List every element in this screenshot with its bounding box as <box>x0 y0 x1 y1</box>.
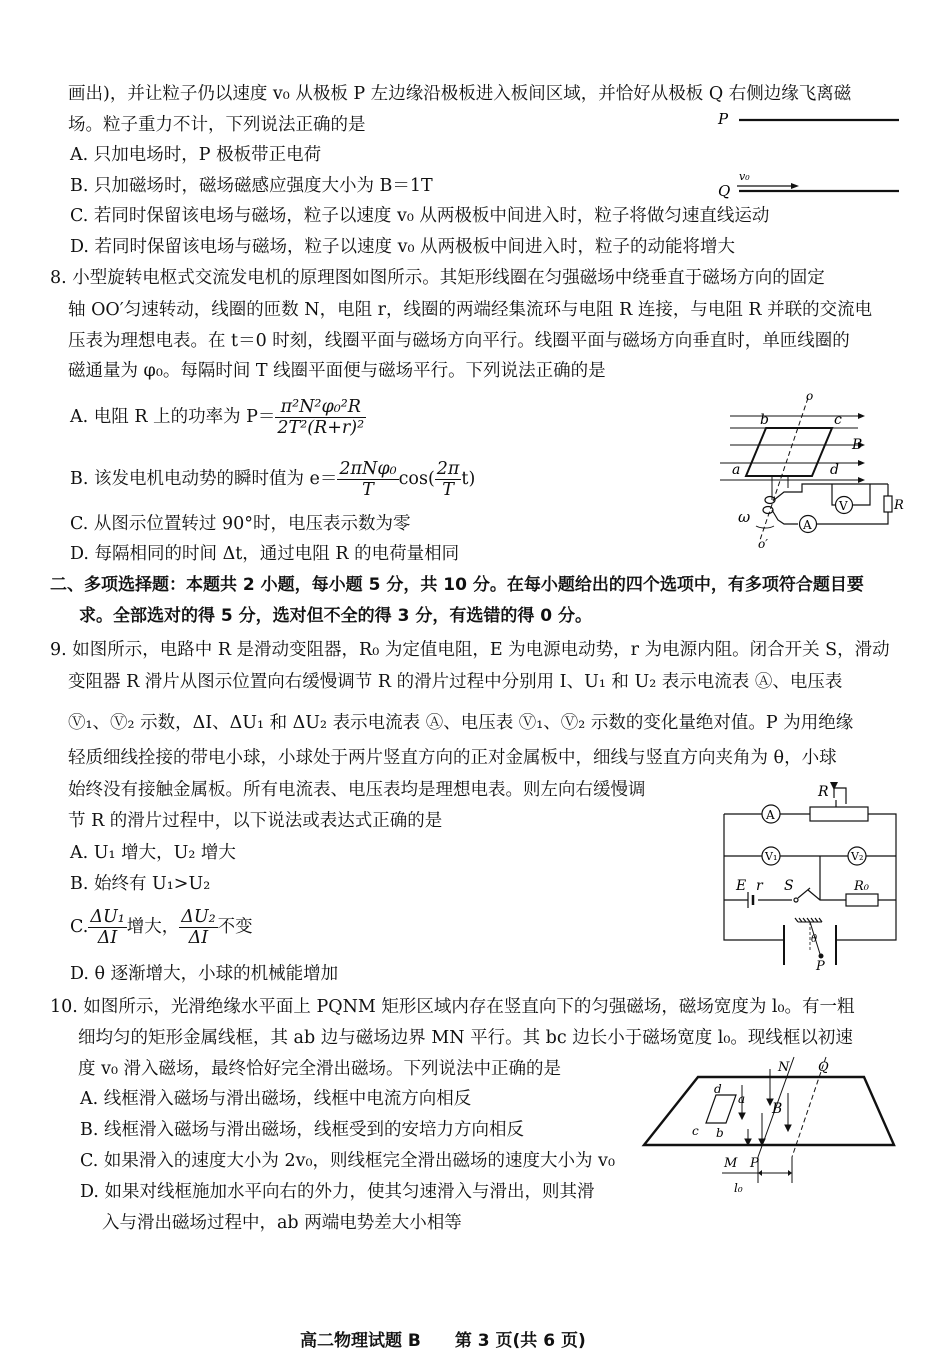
q9-label-r-internal: r <box>756 878 763 894</box>
q10-label-b-field: B <box>772 1101 783 1117</box>
q9-label-a: A <box>766 808 775 822</box>
q9-c-den2: ΔI <box>188 928 209 948</box>
q10-plane <box>644 1077 894 1145</box>
q10-label-p: P <box>750 1156 759 1171</box>
q8-label-r: R <box>894 498 904 513</box>
q7-option-b: B. 只加磁场时，磁场磁感应强度大小为 B＝1T <box>70 176 433 196</box>
q7-label-v0: v₀ <box>739 170 750 183</box>
q8-label-a: a <box>732 462 741 478</box>
q9-option-d: D. θ 逐渐增大，小球的机械能增加 <box>70 964 339 984</box>
q9-label-s: S <box>784 878 794 894</box>
q9-line1: 9. 如图所示，电路中 R 是滑动变阻器，R₀ 为定值电阻，E 为电源电动势，r 为电源内阻。闭合开关 S，滑动 <box>50 640 890 660</box>
q9-circuit-figure <box>718 780 903 970</box>
q7-line2: 场。粒子重力不计，下列说法正确的是 <box>68 115 366 135</box>
q7-label-p: P <box>718 110 729 128</box>
q7-capacitor-figure <box>715 108 905 200</box>
section2-line2: 求。全部选对的得 5 分，选对但不全的得 3 分，有选错的得 0 分。 <box>79 606 592 626</box>
q9-c-fraction2 <box>179 907 217 948</box>
q8-option-b <box>70 456 475 502</box>
q8-option-a <box>70 394 366 440</box>
q8-line3: 压表为理想电表。在 t＝0 时刻，线圈平面与磁场方向平行。线圈平面与磁场方向垂直时，单匝线圈的 <box>68 331 850 351</box>
q9-ball <box>819 954 824 959</box>
q10-label-l0: l₀ <box>734 1181 743 1195</box>
q10-label-q: Q <box>818 1060 829 1075</box>
q10-frame <box>706 1095 736 1123</box>
q8-line4: 磁通量为 φ₀。每隔时间 T 线圈平面便与磁场平行。下列说法正确的是 <box>68 361 606 381</box>
q8-label-a-meter: A <box>803 518 812 532</box>
q10-line1: 10. 如图所示，光滑绝缘水平面上 PQNM 矩形区域内存在竖直向下的匀强磁场，磁场宽度为 l₀。有一粗 <box>50 997 855 1017</box>
q9-line5: 始终没有接触金属板。所有电流表、电压表均是理想电表。则左向右缓慢调 <box>68 780 646 800</box>
q9-c-mid: 增大， <box>126 917 180 937</box>
q10-label-n: N <box>778 1060 790 1075</box>
q8-a-fraction <box>275 397 366 438</box>
q8-label-d: d <box>830 462 839 478</box>
q7-line1: 画出)，并让粒子仍以速度 v₀ 从极板 P 左边缘沿极板进入板间区域，并恰好从极板 Q 右侧边缘飞离磁 <box>68 84 852 104</box>
q8-label-b: b <box>760 412 769 428</box>
q10-line2: 细均匀的矩形金属线框，其 ab 边与磁场边界 MN 平行。其 bc 边长小于磁场宽度 l₀。现线框以初速 <box>78 1028 853 1048</box>
q8-resistor <box>884 496 892 512</box>
q8-label-b-field: B <box>852 437 863 453</box>
q7-option-d: D. 若同时保留该电场与磁场，粒子以速度 v₀ 从两极板中间进入时，粒子的动能将增大 <box>70 237 736 257</box>
q8-option-c: C. 从图示位置转过 90°时，电压表示数为零 <box>70 514 411 534</box>
page-footer: 高二物理试题 B 第 3 页(共 6 页) <box>300 1331 586 1351</box>
q8-b-den: T <box>362 480 374 500</box>
q8-label-omega: ω <box>738 508 751 526</box>
q8-label-o-prime: o′ <box>758 537 768 551</box>
q9-c-num2: ΔU₂ <box>181 907 216 927</box>
q10-label-b: b <box>716 1126 724 1140</box>
q9-label-v2: V₂ <box>851 850 864 863</box>
q7-label-q: Q <box>718 182 731 200</box>
q9-label-v1: V₁ <box>765 850 778 863</box>
q9-label-r0: R₀ <box>854 879 869 894</box>
q8-b-fraction2 <box>435 459 462 500</box>
q7-arrowhead <box>791 183 799 189</box>
q10-label-a: a <box>738 1092 746 1106</box>
q8-b-num: 2πNφ₀ <box>339 459 397 479</box>
q8-b-den2: T <box>442 480 454 500</box>
q7-option-c: C. 若同时保留该电场与磁场，粒子以速度 v₀ 从两极板中间进入时，粒子将做匀速直线运动 <box>70 206 770 226</box>
q8-b-prefix: B. 该发电机电动势的瞬时值为 e＝ <box>70 469 338 489</box>
q10-option-a: A. 线框滑入磁场与滑出磁场，线框中电流方向相反 <box>80 1089 472 1109</box>
q10-line3: 度 v₀ 滑入磁场，最终恰好完全滑出磁场。下列说法中正确的是 <box>78 1059 562 1079</box>
q9-c-den1: ΔI <box>97 928 118 948</box>
q8-label-c: c <box>834 412 842 428</box>
q7-option-a: A. 只加电场时，P 极板带正电荷 <box>70 145 322 165</box>
q9-c-tail: 不变 <box>217 917 253 937</box>
q9-option-c <box>70 904 253 950</box>
q8-line2: 轴 OO′匀速转动，线圈的匝数 N，电阻 r，线圈的两端经集流环与电阻 R 连接，与电阻 R 并联的交流电 <box>68 300 873 320</box>
q10-magnetic-field-figure <box>638 1055 904 1195</box>
q9-option-a: A. U₁ 增大，U₂ 增大 <box>70 843 236 863</box>
q8-a-num: π²N²φ₀²R <box>275 397 366 418</box>
q9-line3: Ⓥ₁、Ⓥ₂ 示数，ΔI、ΔU₁ 和 ΔU₂ 表示电流表 Ⓐ、电压表 Ⓥ₁、Ⓥ₂ 示数的变化量绝对值。P 为用绝缘 <box>68 713 854 733</box>
q8-a-den: 2T²(R+r)² <box>277 418 365 438</box>
q8-b-num2: 2π <box>436 459 460 479</box>
q8-label-o: o <box>806 389 814 403</box>
q10-option-d-1: D. 如果对线框施加水平向右的外力，使其匀速滑入与滑出，则其滑 <box>80 1182 595 1202</box>
q10-label-m: M <box>724 1156 738 1171</box>
q9-line2: 变阻器 R 滑片从图示位置向右缓慢调节 R 的滑片过程中分别用 I、U₁ 和 U₂ 表示电流表 Ⓐ、电压表 <box>68 672 843 692</box>
q8-coil <box>746 428 832 476</box>
q8-option-d: D. 每隔相同的时间 Δt，通过电阻 R 的电荷量相同 <box>70 544 460 564</box>
q10-option-b: B. 线框滑入磁场与滑出磁场，线框受到的安培力方向相反 <box>80 1120 524 1140</box>
q9-c-num1: ΔU₁ <box>90 907 125 927</box>
q8-line1: 8. 小型旋转电枢式交流发电机的原理图如图所示。其矩形线圈在匀强磁场中绕垂直于磁场方向的固定 <box>50 268 825 288</box>
section2-line1: 二、多项选择题：本题共 2 小题，每小题 5 分，共 10 分。在每小题给出的四个选项中，有多项符合题目要 <box>50 575 864 595</box>
q9-c-fraction1 <box>88 907 126 948</box>
q8-label-v: V <box>839 499 848 513</box>
q10-label-d: d <box>714 1082 722 1096</box>
q9-label-e: E <box>736 878 747 894</box>
q8-a-prefix: A. 电阻 R 上的功率为 P＝ <box>70 407 276 427</box>
q8-b-tail: t) <box>461 469 476 489</box>
q8-b-cos: cos( <box>398 469 435 489</box>
q9-label-theta: θ <box>811 934 818 945</box>
q9-label-r-rheostat: R <box>818 784 829 800</box>
q9-label-p: P <box>816 959 825 970</box>
q9-line6: 节 R 的滑片过程中，以下说法或表达式正确的是 <box>68 811 443 831</box>
q8-generator-figure <box>712 388 912 554</box>
q8-b-fraction1 <box>337 459 398 500</box>
q9-c-prefix: C. <box>70 917 89 937</box>
q10-option-d-2: 入与滑出磁场过程中，ab 两端电势差大小相等 <box>102 1213 462 1233</box>
q9-line4: 轻质细线拴接的带电小球，小球处于两片竖直方向的正对金属板中，细线与竖直方向夹角为 θ，小球 <box>68 748 837 768</box>
q10-option-c: C. 如果滑入的速度大小为 2v₀，则线框完全滑出磁场的速度大小为 v₀ <box>80 1151 615 1171</box>
q10-label-c: c <box>692 1124 699 1138</box>
q9-option-b: B. 始终有 U₁>U₂ <box>70 874 211 894</box>
